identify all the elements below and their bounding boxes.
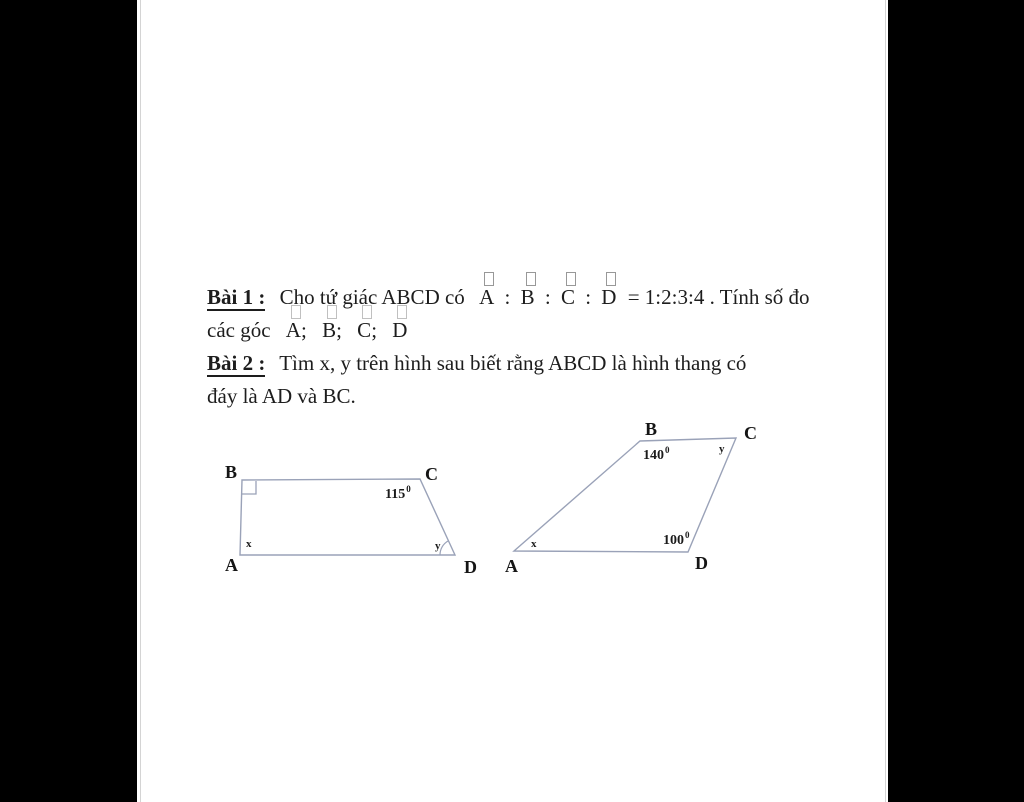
ratio-colon: : [585,285,592,309]
problem2-label: Bài 2 : [207,351,266,375]
figure2-vertex-label-b: B [645,419,658,439]
problem1-line2-prefix: các góc [207,318,271,342]
letter-b: B [520,285,535,309]
figure1-vertex-label-a: A [225,555,238,575]
figure2-angle-y: y [719,443,725,455]
problem1-label: Bài 1 : [207,285,266,309]
figure1-vertex-label-c: C [425,464,438,484]
letterbox-right [888,0,1024,802]
figure1-right-angle-mark [242,481,256,494]
letter-b: B [322,318,337,342]
figure1-angle-arc-d [440,541,448,555]
figure1-angle-y: y [435,540,441,552]
degree-superscript: 0 [685,530,690,540]
separator-semicolon: ; [336,318,342,342]
figure2-angle-value-d [663,531,690,548]
degree-superscript: 0 [406,484,411,494]
figure2-angle-value-b [643,446,670,463]
ratio-colon: : [504,285,511,309]
problem2-text-continued: đáy là AD và BC. [207,384,356,408]
figure2-trapezoid-outline [514,438,736,552]
letter-c: C [560,285,575,309]
separator-semicolon: ; [371,318,378,342]
letterbox-left [0,0,137,802]
angle-number: 100 [663,533,684,548]
letter-c: C [357,318,372,342]
problem1-intro-text: Cho tứ giác ABCD có [279,285,465,309]
letter-d: D [601,285,617,309]
degree-superscript: 0 [665,445,670,455]
figures-drawing [137,0,888,802]
figure1-trapezoid-outline [240,479,455,555]
problem2-text: Tìm x, y trên hình sau biết rằng ABCD là hình thang có [279,351,747,375]
figure1-angle-x: x [246,538,252,550]
separator-semicolon: ; [300,318,307,342]
letter-a: A [479,285,495,309]
figure2-vertex-label-d: D [695,553,708,573]
angle-number: 140 [643,448,664,463]
ratio-colon: : [544,285,551,309]
figure2-vertex-label-c: C [744,423,757,443]
problem1-ratio-tail: = 1:2:3:4 . Tính số đo [627,285,810,309]
angle-number: 115 [385,487,406,502]
figure1-vertex-label-d: D [464,557,477,577]
figure2-angle-x: x [531,538,537,550]
figure1-vertex-label-b: B [225,462,238,482]
figure2-vertex-label-a: A [505,556,518,576]
letter-d: D [392,318,408,342]
document-page [137,0,888,802]
figure1-angle-value-c [385,485,411,502]
letter-a: A [285,318,301,342]
